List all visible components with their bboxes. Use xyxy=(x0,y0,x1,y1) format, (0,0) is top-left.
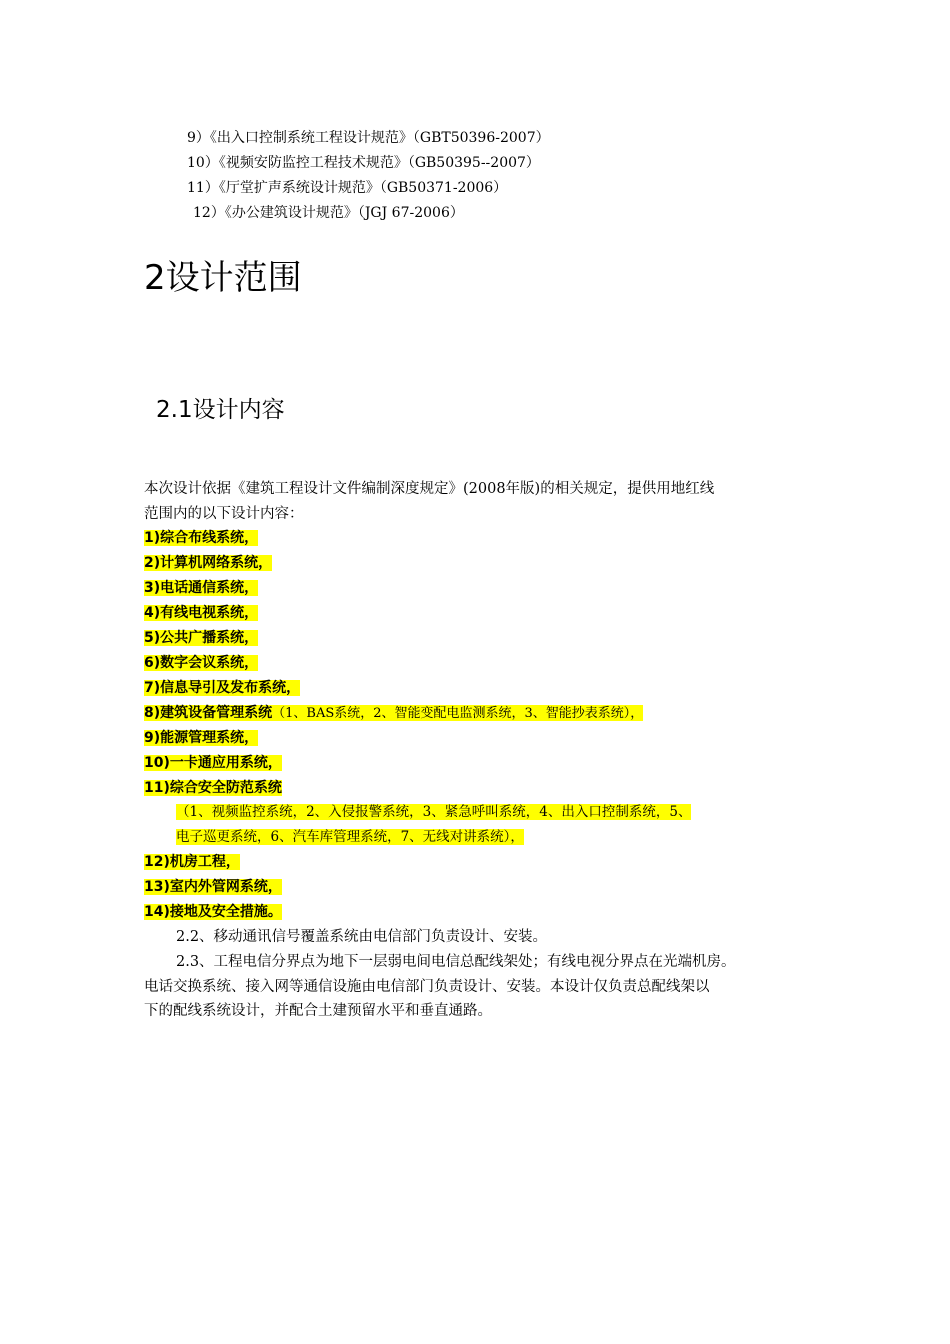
list-item: 12)机房工程， xyxy=(144,854,240,870)
subsection-heading-design-content: 2.1设计内容 xyxy=(156,397,285,423)
list-item: 8)建筑设备管理系统（1、BAS系统，2、智能变配电监测系统，3、智能抄表系统）， xyxy=(144,705,644,721)
paragraph-2-3-line-2: 电话交换系统、接入网等通信设施由电信部门负责设计、安装。本设计仅负责总配线架以 xyxy=(144,979,710,995)
list-item-detail: 电子巡更系统，6、汽车库管理系统，7、无线对讲系统）， xyxy=(176,829,524,845)
reference-9: 9）《出入口控制系统工程设计规范》（GBT50396-2007） xyxy=(187,130,550,146)
list-item: 5)公共广播系统， xyxy=(144,630,259,646)
list-item: 4)有线电视系统， xyxy=(144,605,259,621)
paragraph-2-3-line-3: 下的配线系统设计，并配合土建预留水平和垂直通路。 xyxy=(144,1003,492,1019)
list-item: 11)综合安全防范系统 xyxy=(144,780,282,796)
list-item-detail: （1、视频监控系统，2、入侵报警系统，3、紧急呼叫系统，4、出入口控制系统，5、 xyxy=(176,804,692,820)
list-item: 10)一卡通应用系统， xyxy=(144,755,282,771)
list-item: 9)能源管理系统， xyxy=(144,730,259,746)
list-item: 1)综合布线系统， xyxy=(144,530,259,546)
list-item: 14)接地及安全措施。 xyxy=(144,904,282,920)
paragraph-2-2: 2.2、移动通讯信号覆盖系统由电信部门负责设计、安装。 xyxy=(176,929,548,945)
intro-line-2: 范围内的以下设计内容： xyxy=(144,506,304,522)
list-item: 3)电话通信系统， xyxy=(144,580,259,596)
reference-11: 11）《厅堂扩声系统设计规范》（GB50371-2006） xyxy=(187,180,508,196)
intro-line-1: 本次设计依据《建筑工程设计文件编制深度规定》(2008年版)的相关规定，提供用地红线 xyxy=(144,481,715,497)
list-item: 13)室内外管网系统， xyxy=(144,879,282,895)
list-item: 6)数字会议系统， xyxy=(144,655,259,671)
list-item: 7)信息导引及发布系统， xyxy=(144,680,301,696)
reference-10: 10）《视频安防监控工程技术规范》（GB50395--2007） xyxy=(187,155,540,171)
reference-12: 12）《办公建筑设计规范》（JGJ 67-2006） xyxy=(193,205,464,221)
section-heading-design-scope: 2设计范围 xyxy=(144,258,302,298)
paragraph-2-3-line-1: 2.3、工程电信分界点为地下一层弱电间电信总配线架处；有线电视分界点在光端机房。 xyxy=(176,954,736,970)
list-item: 2)计算机网络系统， xyxy=(144,555,273,571)
